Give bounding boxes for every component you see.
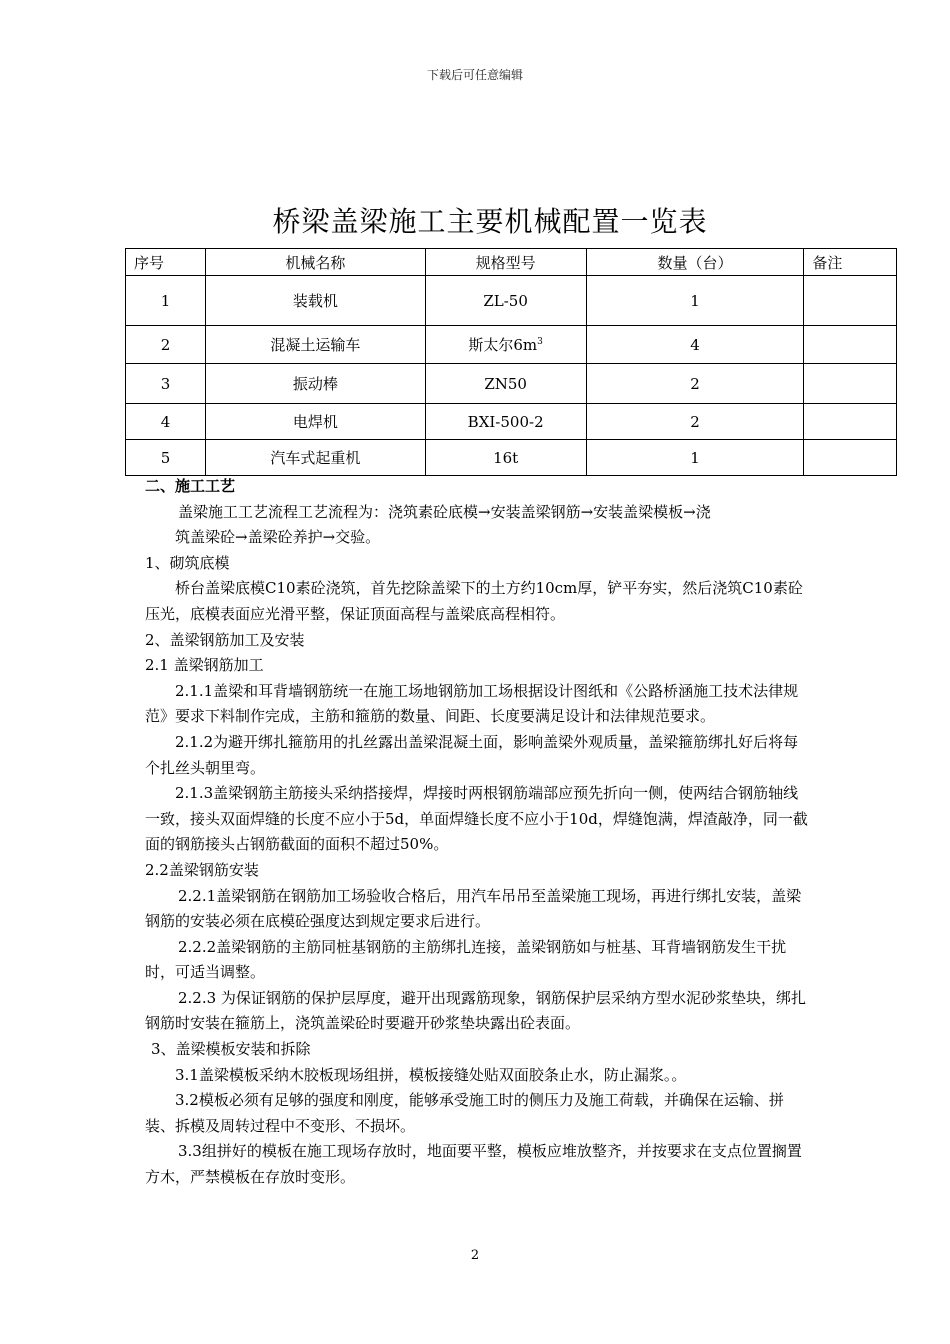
row-qty: 1 xyxy=(586,440,804,476)
paragraph-3-2: 3.2模板必须有足够的强度和刚度，能够承受施工时的侧压力及施工荷载，并确保在运输、拼装、拆模及周转过程中不变形、不损坏。 xyxy=(145,1091,784,1135)
row-model xyxy=(425,276,586,326)
row-no: 2 xyxy=(126,326,206,364)
row-name: 汽车式起重机 xyxy=(206,440,426,476)
paragraph-2-1-3: 2.1.3盖梁钢筋主筋接头采纳搭接焊，焊接时两根钢筋端部应预先折向一侧，使两结合钢筋轴线一致，接头双面焊缝的长度不应小于5d，单面焊缝长度不应小于10d，焊缝饱满，焊渣敲净，同一截面的钢筋接头占钢筋截面的面积不超过50%。 xyxy=(145,784,808,854)
body-text xyxy=(145,474,813,1191)
heading-rebar-processing: 2.1 盖梁钢筋加工 xyxy=(145,656,264,675)
header-name: 机械名称 xyxy=(206,249,426,276)
row-model-text: 16t xyxy=(493,448,519,467)
header-note-col: 备注 xyxy=(804,249,897,276)
row-model-text: 斯太尔6m xyxy=(468,336,538,354)
row-model xyxy=(425,326,586,364)
row-note xyxy=(804,276,897,326)
row-model-text: ZL-50 xyxy=(483,291,528,310)
process-flow-line2: 筑盖梁砼→盖梁砼养护→交验。 xyxy=(175,528,381,547)
row-note xyxy=(804,364,897,404)
paragraph-3-1: 3.1盖梁模板采纳木胶板现场组拼，模板接缝处贴双面胶条止水，防止漏浆。。 xyxy=(175,1065,687,1084)
table-row xyxy=(126,440,897,476)
header-note: 下载后可任意编辑 xyxy=(426,68,523,82)
document-title: 桥梁盖梁施工主要机械配置一览表 xyxy=(272,205,708,238)
section-heading-process: 二、施工工艺 xyxy=(145,477,236,495)
row-note xyxy=(804,440,897,476)
equipment-table xyxy=(125,248,897,476)
row-model-superscript: 3 xyxy=(537,337,543,347)
header-qty: 数量（台） xyxy=(586,249,804,276)
row-model-text: ZN50 xyxy=(484,374,527,393)
heading-base-form: 1、砌筑底模 xyxy=(145,553,230,572)
row-qty: 4 xyxy=(586,326,804,364)
paragraph-base-form: 桥台盖梁底模C10素砼浇筑，首先挖除盖梁下的土方约10cm厚，铲平夯实，然后浇筑C10素砼压光，底模表面应光滑平整，保证顶面高程与盖梁底高程相符。 xyxy=(145,579,803,623)
row-model-text: BXI-500-2 xyxy=(467,412,544,431)
heading-formwork: 3、盖梁模板安装和拆除 xyxy=(151,1040,311,1059)
header-model: 规格型号 xyxy=(425,249,586,276)
row-no: 1 xyxy=(126,276,206,326)
paragraph-3-3: 3.3组拼好的模板在施工现场存放时，地面要平整，模板应堆放整齐，并按要求在支点位置搁置方木，严禁模板在存放时变形。 xyxy=(145,1142,802,1187)
process-flow-line1: 盖梁施工工艺流程工艺流程为：浇筑素砼底模→安装盖梁钢筋→安装盖梁模板→浇 xyxy=(178,502,711,521)
table-row xyxy=(126,276,897,326)
row-qty: 2 xyxy=(586,404,804,440)
row-qty: 2 xyxy=(586,364,804,404)
table-row xyxy=(126,404,897,440)
row-qty: 1 xyxy=(586,276,804,326)
table-header-row xyxy=(126,249,897,276)
heading-rebar: 2、盖梁钢筋加工及安装 xyxy=(145,630,305,649)
paragraph-2-1-2: 2.1.2为避开绑扎箍筋用的扎丝露出盖梁混凝土面，影响盖梁外观质量，盖梁箍筋绑扎好后将每个扎丝头朝里弯。 xyxy=(145,732,799,777)
row-model xyxy=(425,404,586,440)
paragraph-2-1-1: 2.1.1盖梁和耳背墙钢筋统一在施工场地钢筋加工场根据设计图纸和《公路桥涵施工技术法律规范》要求下料制作完成，主筋和箍筋的数量、间距、长度要满足设计和法律规范要求。 xyxy=(145,681,799,726)
row-no: 4 xyxy=(126,404,206,440)
paragraph-2-2-1: 2.2.1盖梁钢筋在钢筋加工场验收合格后，用汽车吊吊至盖梁施工现场，再进行绑扎安装，盖梁钢筋的安装必须在底模砼强度达到规定要求后进行。 xyxy=(145,886,802,931)
heading-rebar-install: 2.2盖梁钢筋安装 xyxy=(145,860,259,879)
row-name: 混凝土运输车 xyxy=(206,326,426,364)
page-number: 2 xyxy=(470,1248,480,1263)
header-no: 序号 xyxy=(126,249,206,276)
row-note xyxy=(804,326,897,364)
table-row xyxy=(126,326,897,364)
row-no: 5 xyxy=(126,440,206,476)
row-name: 装载机 xyxy=(206,276,426,326)
row-no: 3 xyxy=(126,364,206,404)
paragraph-2-2-3: 2.2.3 为保证钢筋的保护层厚度，避开出现露筋现象，钢筋保护层采纳方型水泥砂浆垫块，绑扎钢筋时安装在箍筋上，浇筑盖梁砼时要避开砂浆垫块露出砼表面。 xyxy=(145,988,806,1033)
table-row xyxy=(126,364,897,404)
row-note xyxy=(804,404,897,440)
row-model xyxy=(425,440,586,476)
paragraph-2-2-2: 2.2.2盖梁钢筋的主筋同桩基钢筋的主筋绑扎连接，盖梁钢筋如与桩基、耳背墙钢筋发生干扰时，可适当调整。 xyxy=(145,937,787,982)
row-name: 振动棒 xyxy=(206,364,426,404)
row-name: 电焊机 xyxy=(206,404,426,440)
row-model xyxy=(425,364,586,404)
